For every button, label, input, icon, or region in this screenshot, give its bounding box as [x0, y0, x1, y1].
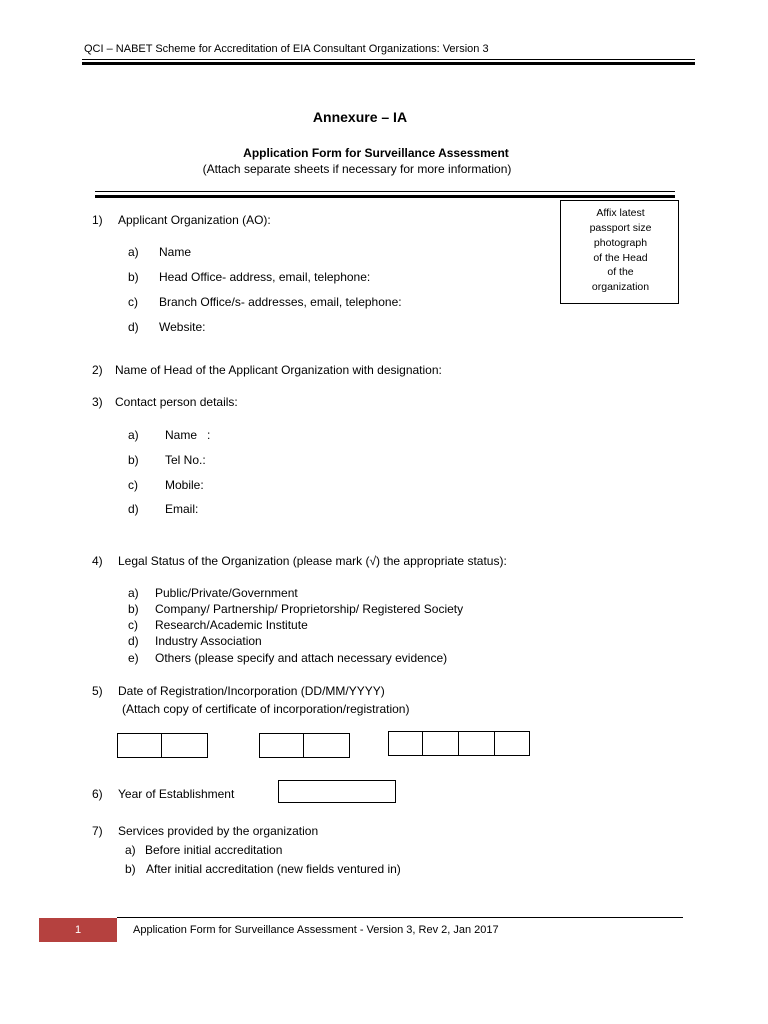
q3-item-d-text: Email:: [165, 502, 199, 516]
q2-label: Name of Head of the Applicant Organization with designation:: [115, 363, 442, 377]
q7-label: Services provided by the organization: [118, 824, 319, 838]
q1-item-d-text: Website:: [159, 320, 206, 334]
q1-item-a-text: Name: [159, 245, 192, 259]
date-month-digit-1[interactable]: [259, 733, 304, 758]
date-year-digit-2[interactable]: [422, 731, 459, 756]
q7-item-b-text: After initial accreditation (new fields ventured in): [146, 862, 401, 876]
q3-label: Contact person details:: [115, 395, 238, 409]
q7-item-a-letter: a): [125, 843, 136, 857]
date-year-digit-4[interactable]: [494, 731, 530, 756]
year-of-establishment-field[interactable]: [278, 780, 396, 803]
photo-line-4: of the Head: [593, 252, 648, 264]
q3-item-d-letter: d): [128, 502, 139, 516]
q1-item-b-letter: b): [128, 270, 139, 284]
footer-rule: [117, 917, 683, 918]
title-rule-thin: [95, 191, 675, 192]
q3-item-c-text: Mobile:: [165, 478, 204, 492]
running-header: QCI – NABET Scheme for Accreditation of EIA Consultant Organizations: Version 3: [84, 43, 489, 55]
q4-item-c-text: Research/Academic Institute: [155, 618, 308, 632]
form-subtitle: (Attach separate sheets if necessary for more information): [202, 162, 512, 176]
q1-label: Applicant Organization (AO):: [118, 213, 271, 227]
date-year-digit-1[interactable]: [388, 731, 423, 756]
q1-number: 1): [92, 213, 103, 227]
date-day-digit-1[interactable]: [117, 733, 162, 758]
q1-item-b-text: Head Office- address, email, telephone:: [159, 270, 371, 284]
q4-item-e-letter: e): [128, 651, 139, 665]
q3-item-b-text: Tel No.:: [165, 453, 206, 467]
q4-number: 4): [92, 554, 103, 568]
q4-item-a-letter: a): [128, 586, 139, 600]
q4-item-b-letter: b): [128, 602, 139, 616]
q4-label: Legal Status of the Organization (please mark (√) the appropriate status):: [118, 554, 507, 568]
q3-number: 3): [92, 395, 103, 409]
date-year-digit-3[interactable]: [458, 731, 495, 756]
page-number-badge: 1: [39, 918, 117, 942]
date-month-digit-2[interactable]: [303, 733, 350, 758]
q5-sublabel: (Attach copy of certificate of incorporation/registration): [122, 702, 410, 716]
header-rule-thin: [82, 59, 695, 60]
q3-item-c-letter: c): [128, 478, 138, 492]
q3-item-a-text: Name :: [165, 428, 211, 442]
photo-line-6: organization: [591, 281, 650, 293]
photo-line-1: Affix latest: [596, 207, 645, 219]
form-title: Application Form for Surveillance Assessment: [243, 146, 509, 160]
q4-item-b-text: Company/ Partnership/ Proprietorship/ Registered Society: [155, 602, 464, 616]
annexure-title: Annexure – IA: [312, 109, 408, 125]
q6-label: Year of Establishment: [118, 787, 235, 801]
q4-item-d-text: Industry Association: [155, 634, 262, 648]
date-day-digit-2[interactable]: [161, 733, 208, 758]
q2-number: 2): [92, 363, 103, 377]
q3-item-a-letter: a): [128, 428, 139, 442]
photo-line-3: photograph: [593, 237, 648, 249]
q1-item-c-text: Branch Office/s- addresses, email, telephone:: [159, 295, 402, 309]
q4-item-c-letter: c): [128, 618, 138, 632]
q4-item-a-text: Public/Private/Government: [155, 586, 298, 600]
q1-item-c-letter: c): [128, 295, 138, 309]
q6-number: 6): [92, 787, 103, 801]
photo-line-2: passport size: [589, 222, 652, 234]
q5-number: 5): [92, 684, 103, 698]
q7-number: 7): [92, 824, 103, 838]
q4-item-d-letter: d): [128, 634, 139, 648]
title-rule-thick: [95, 195, 675, 198]
footer-text: Application Form for Surveillance Assessment - Version 3, Rev 2, Jan 2017: [133, 924, 499, 936]
q1-item-a-letter: a): [128, 245, 139, 259]
q7-item-a-text: Before initial accreditation: [145, 843, 283, 857]
q4-item-e-text: Others (please specify and attach necessary evidence): [155, 651, 448, 665]
photo-line-5: of the: [607, 266, 634, 278]
q7-item-b-letter: b): [125, 862, 136, 876]
header-rule-thick: [82, 62, 695, 65]
q5-label: Date of Registration/Incorporation (DD/MM/YYYY): [118, 684, 385, 698]
photo-placeholder-box: [560, 200, 679, 304]
q3-item-b-letter: b): [128, 453, 139, 467]
q1-item-d-letter: d): [128, 320, 139, 334]
